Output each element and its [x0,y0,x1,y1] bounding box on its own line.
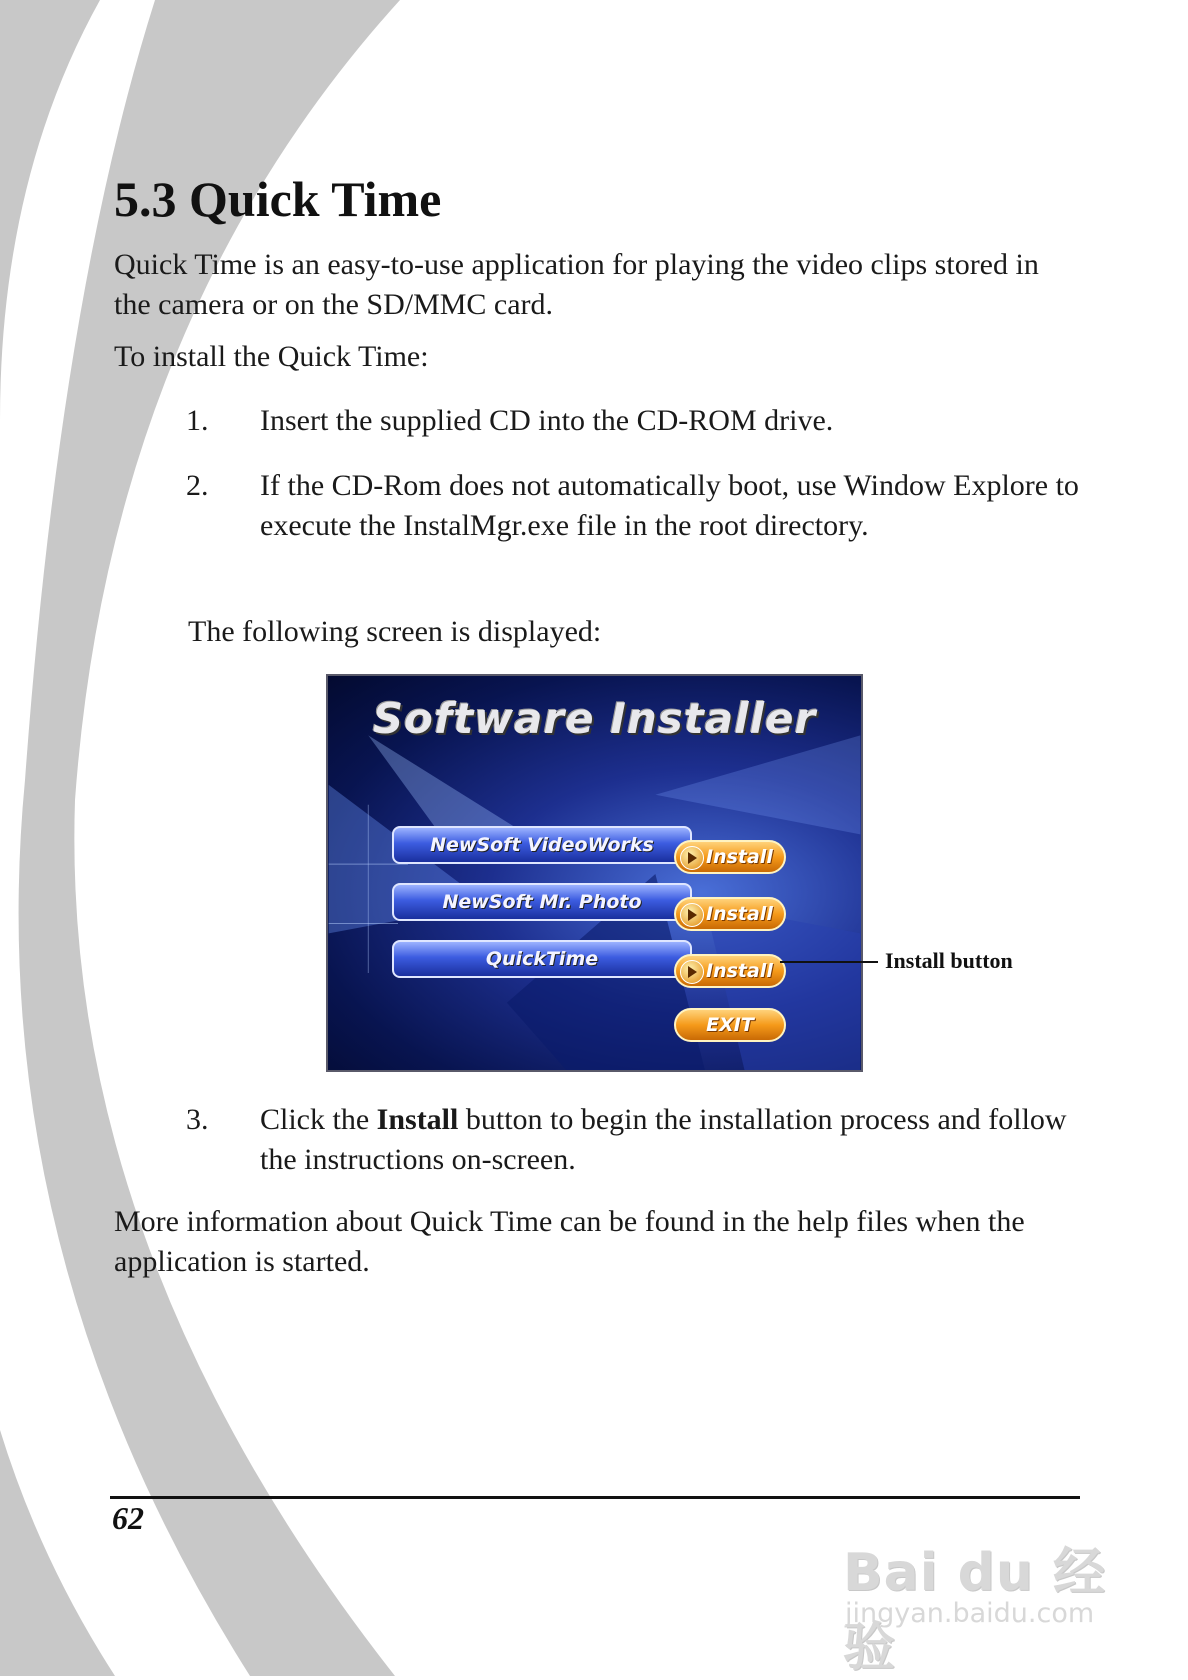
install-button-quicktime[interactable] [674,954,786,988]
step-3-text-after: button to begin the installation process and follow the instructions on-screen. [260,1103,1067,1176]
baidu-watermark [843,1530,1118,1678]
product-mr-photo[interactable]: NewSoft Mr. Photo [392,883,692,921]
install-button-mr-photo[interactable] [674,897,786,931]
step-1-text: Insert the supplied CD into the CD-ROM drive. [260,404,834,437]
product-quicktime[interactable]: QuickTime [392,940,692,978]
arrow-icon [680,846,704,870]
more-info-paragraph: More information about Quick Time can be found in the help files when the application is started. [114,1205,1025,1278]
install-button-label: Install [706,960,773,982]
step-3-bold-install: Install [376,1103,459,1136]
installer-title: Software Installer [372,694,817,743]
step-1-number: 1. [186,404,209,437]
watermark-logo-text: Bai du 经验 [843,1543,1106,1678]
footer-rule [110,1496,1080,1499]
install-button-videoworks[interactable] [674,840,786,874]
install-button-label: Install [706,846,773,868]
callout-line [780,961,878,963]
step-2-text: If the CD-Rom does not automatically boot, use Window Explore to execute the InstalMgr.exe file in the root directory. [260,469,1079,542]
step-3-number: 3. [186,1103,209,1136]
step-2-number: 2. [186,469,209,502]
install-button-label: Install [706,903,773,925]
step-3-text-before: Click the [260,1103,377,1136]
arrow-icon [680,960,704,984]
callout-label: Install button [885,948,1013,973]
page-number: 62 [112,1500,144,1536]
step-3-text [260,1100,1080,1180]
section-heading: 5.3 Quick Time [114,171,442,227]
arrow-icon [680,903,704,927]
install-intro: To install the Quick Time: [114,340,429,373]
intro-paragraph: Quick Time is an easy-to-use application for playing the video clips stored in the camera or on the SD/MMC card. [114,248,1039,321]
software-installer-screenshot [326,674,863,1072]
product-videoworks[interactable]: NewSoft VideoWorks [392,826,692,864]
watermark-url: jingyan.baidu.com [845,1598,1095,1629]
screen-caption: The following screen is displayed: [188,615,602,648]
exit-button[interactable]: EXIT [674,1008,786,1042]
